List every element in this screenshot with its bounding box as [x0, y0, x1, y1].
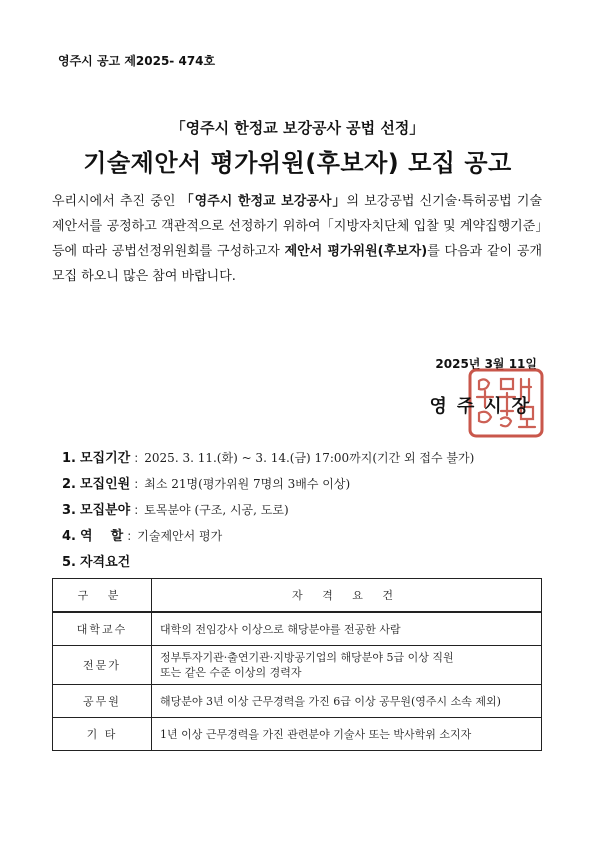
- item-value: 최소 21명(평가위원 7명의 3배수 이상): [144, 477, 351, 491]
- body-text-bold-1: 「영주시 한정교 보강공사」: [180, 194, 347, 209]
- item-label: 자격요건: [80, 555, 131, 570]
- cell-category: 대학교수: [53, 612, 152, 646]
- cell-requirement: [152, 685, 542, 718]
- item-colon: :: [134, 477, 139, 491]
- requirement-line-2: 또는 같은 수준 이상의 경력자: [160, 666, 302, 679]
- table-row: [53, 685, 542, 718]
- cell-requirement: [152, 612, 542, 646]
- cell-category: 기 타: [53, 718, 152, 751]
- item-number: 3.: [62, 503, 76, 518]
- cell-requirement: [152, 718, 542, 751]
- issuer-name: 영주시장: [429, 396, 539, 417]
- requirement-line: 해당분야 3년 이상 근무경력을 가진 6급 이상 공무원(영주시 소속 제외): [160, 694, 501, 708]
- column-header-requirements: 자 격 요 건: [152, 579, 542, 613]
- qualifications-table: [52, 578, 542, 751]
- body-text-2: 의 보강공법 신기술·특허공법 기술제안서를 공정하고 객관적으로 선정하기 위하여「지방자치단체 입찰 및 계약집행기준」등에 따라 공법선정위원회를 구성하고자: [52, 194, 543, 259]
- notice-date: 2025년 3월 11일: [435, 357, 537, 371]
- list-item-qualifications: [62, 551, 542, 577]
- list-item-role: [62, 525, 542, 551]
- requirement-line: 정부투자기관·출연기관·지방공기업의 해당분야 5급 이상 직원: [160, 651, 454, 664]
- table-row: [53, 612, 542, 646]
- notice-body: [52, 189, 542, 289]
- item-number: 2.: [62, 477, 76, 492]
- item-number: 4.: [62, 529, 76, 544]
- column-header-category: 구 분: [53, 579, 152, 613]
- item-colon: :: [127, 529, 132, 543]
- item-value: 토목분야 (구조, 시공, 도로): [144, 503, 289, 517]
- item-label: 역 할: [80, 529, 124, 544]
- requirement-line: 1년 이상 근무경력을 가진 관련분야 기술사 또는 박사학위 소지자: [160, 727, 472, 741]
- table-row: [53, 646, 542, 685]
- item-colon: :: [134, 503, 139, 517]
- cell-category: 전문가: [53, 646, 152, 685]
- item-colon: :: [134, 451, 139, 465]
- requirement-line: 대학의 전임강사 이상으로 해당분야를 전공한 사람: [160, 622, 401, 636]
- item-label: 모집인원: [80, 477, 131, 492]
- item-number: 1.: [62, 451, 76, 466]
- body-text-3: 를 다음과 같이 공개모집 하오니 많은 참여 바랍니다.: [52, 244, 542, 284]
- body-text-bold-2: 제안서 평가위원(후보자): [284, 244, 428, 259]
- notice-number: 영주시 공고 제2025- 474호: [58, 54, 216, 68]
- item-value: 2025. 3. 11.(화) ~ 3. 14.(금) 17:00까지(기간 외 접수 불가): [144, 451, 475, 465]
- table-row: [53, 718, 542, 751]
- cell-category: 공무원: [53, 685, 152, 718]
- notice-subtitle: 「영주시 한정교 보강공사 공법 선정」: [170, 119, 425, 137]
- list-item-period: [62, 447, 542, 473]
- item-value: 기술제안서 평가: [137, 529, 223, 543]
- item-number: 5.: [62, 555, 76, 570]
- notice-title: 기술제안서 평가위원(후보자) 모집 공고: [83, 149, 512, 177]
- body-text-1: 우리시에서 추진 중인: [52, 194, 181, 209]
- cell-requirement: [152, 646, 542, 685]
- notice-items: [62, 447, 542, 577]
- item-label: 모집기간: [80, 451, 131, 466]
- item-label: 모집분야: [80, 503, 131, 518]
- table-header-row: [53, 579, 542, 613]
- list-item-field: [62, 499, 542, 525]
- list-item-headcount: [62, 473, 542, 499]
